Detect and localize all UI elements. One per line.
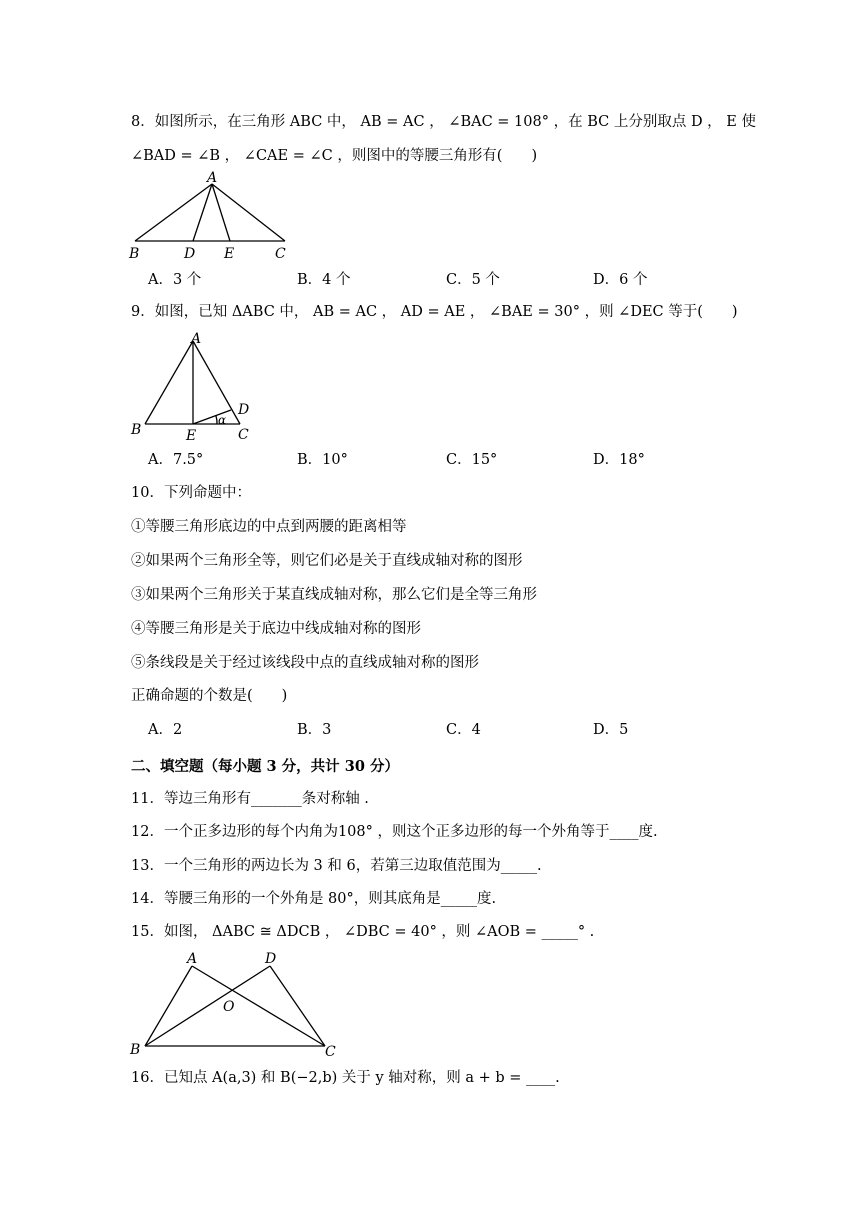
q9-segment-ab bbox=[145, 341, 193, 424]
q13-text: 13．一个三角形的两边长为 3 和 6，若第三边取值范围为_____. bbox=[131, 858, 542, 874]
q10-option-c[interactable]: C．4 bbox=[446, 722, 481, 738]
q8-stem-line1: 8．如图所示，在三角形 ABC 中， AB = AC ， ∠BAC = 108° ，在 BC 上分别取点 D ， E 使 bbox=[131, 114, 756, 130]
q14-text: 14．等腰三角形的一个外角是 80°，则其底角是_____度. bbox=[131, 891, 497, 907]
q8-option-b[interactable]: B．4 个 bbox=[297, 272, 351, 288]
q8-segment-ac bbox=[212, 184, 285, 241]
q16-text: 16．已知点 A(a,3) 和 B(−2,b) 关于 y 轴对称，则 a + b = ____. bbox=[131, 1070, 560, 1086]
q15-label-b: B bbox=[130, 1042, 141, 1058]
q9-option-b[interactable]: B．10° bbox=[297, 452, 348, 468]
q8-segment-ad bbox=[193, 184, 212, 241]
q10-option-a[interactable]: A．2 bbox=[148, 722, 183, 738]
q9-label-b: B bbox=[131, 422, 142, 438]
q10-question: 正确命题的个数是( ) bbox=[131, 688, 288, 704]
q15-figure bbox=[120, 950, 350, 1060]
q10-statement-4: ④等腰三角形是关于底边中线成轴对称的图形 bbox=[131, 621, 421, 637]
q15-label-a: A bbox=[187, 951, 198, 967]
q9-label-d: D bbox=[238, 402, 250, 418]
q9-label-a: A bbox=[191, 331, 202, 347]
q10-option-b[interactable]: B．3 bbox=[297, 722, 332, 738]
q9-label-c: C bbox=[238, 427, 249, 443]
q8-option-a[interactable]: A．3 个 bbox=[148, 272, 202, 288]
q10-statement-5: ⑤条线段是关于经过该线段中点的直线成轴对称的图形 bbox=[131, 655, 479, 671]
q9-label-alpha: α bbox=[218, 413, 227, 427]
q10-statement-2: ②如果两个三角形全等，则它们必是关于直线成轴对称的图形 bbox=[131, 553, 523, 569]
q8-stem-line2: ∠BAD = ∠B ， ∠CAE = ∠C ，则图中的等腰三角形有( ) bbox=[131, 148, 538, 164]
q15-label-d: D bbox=[265, 951, 277, 967]
q8-option-d[interactable]: D．6 个 bbox=[593, 272, 648, 288]
q10-statement-3: ③如果两个三角形关于某直线成轴对称，那么它们是全等三角形 bbox=[131, 587, 537, 603]
q15-segment-ac bbox=[192, 966, 325, 1046]
q9-label-e: E bbox=[186, 428, 197, 444]
q15-segment-db bbox=[145, 966, 270, 1046]
q15-segment-ab bbox=[145, 966, 192, 1046]
q8-label-c: C bbox=[275, 246, 286, 262]
q15-label-o: O bbox=[223, 999, 235, 1015]
q9-angle-arc bbox=[216, 416, 217, 424]
q10-option-d[interactable]: D．5 bbox=[593, 722, 629, 738]
q15-segment-dc bbox=[270, 966, 325, 1046]
q11-text: 11．等边三角形有_______条对称轴 . bbox=[131, 791, 369, 807]
q12-text: 12．一个正多边形的每个内角为108° ，则这个正多边形的每一个外角等于____度. bbox=[131, 824, 658, 840]
q10-statement-1: ①等腰三角形底边的中点到两腰的距离相等 bbox=[131, 519, 407, 535]
q9-option-d[interactable]: D．18° bbox=[593, 452, 645, 468]
q15-label-c: C bbox=[325, 1044, 336, 1060]
q9-segment-ac bbox=[193, 341, 240, 424]
q9-option-c[interactable]: C．15° bbox=[446, 452, 498, 468]
q9-option-a[interactable]: A．7.5° bbox=[148, 452, 204, 468]
q8-label-d: D bbox=[184, 246, 196, 262]
section-2-heading: 二、填空题（每小题 3 分，共计 30 分） bbox=[131, 758, 399, 775]
q8-triangle-figure bbox=[120, 168, 310, 264]
q8-label-a: A bbox=[207, 170, 218, 186]
q9-triangle-figure bbox=[120, 328, 270, 446]
q8-segment-ae bbox=[212, 184, 230, 241]
q8-label-b: B bbox=[129, 246, 140, 262]
q8-segment-ab bbox=[135, 184, 212, 241]
q9-stem-line1: 9．如图，已知 ΔABC 中， AB = AC ， AD = AE ， ∠BAE = 30° ，则 ∠DEC 等于( ) bbox=[131, 304, 738, 320]
q8-label-e: E bbox=[224, 246, 235, 262]
q10-stem: 10．下列命题中： bbox=[131, 485, 251, 501]
q8-option-c[interactable]: C．5 个 bbox=[446, 272, 500, 288]
q15-stem: 15．如图， ΔABC ≅ ΔDCB ， ∠DBC = 40° ，则 ∠AOB = _____° . bbox=[131, 924, 595, 940]
